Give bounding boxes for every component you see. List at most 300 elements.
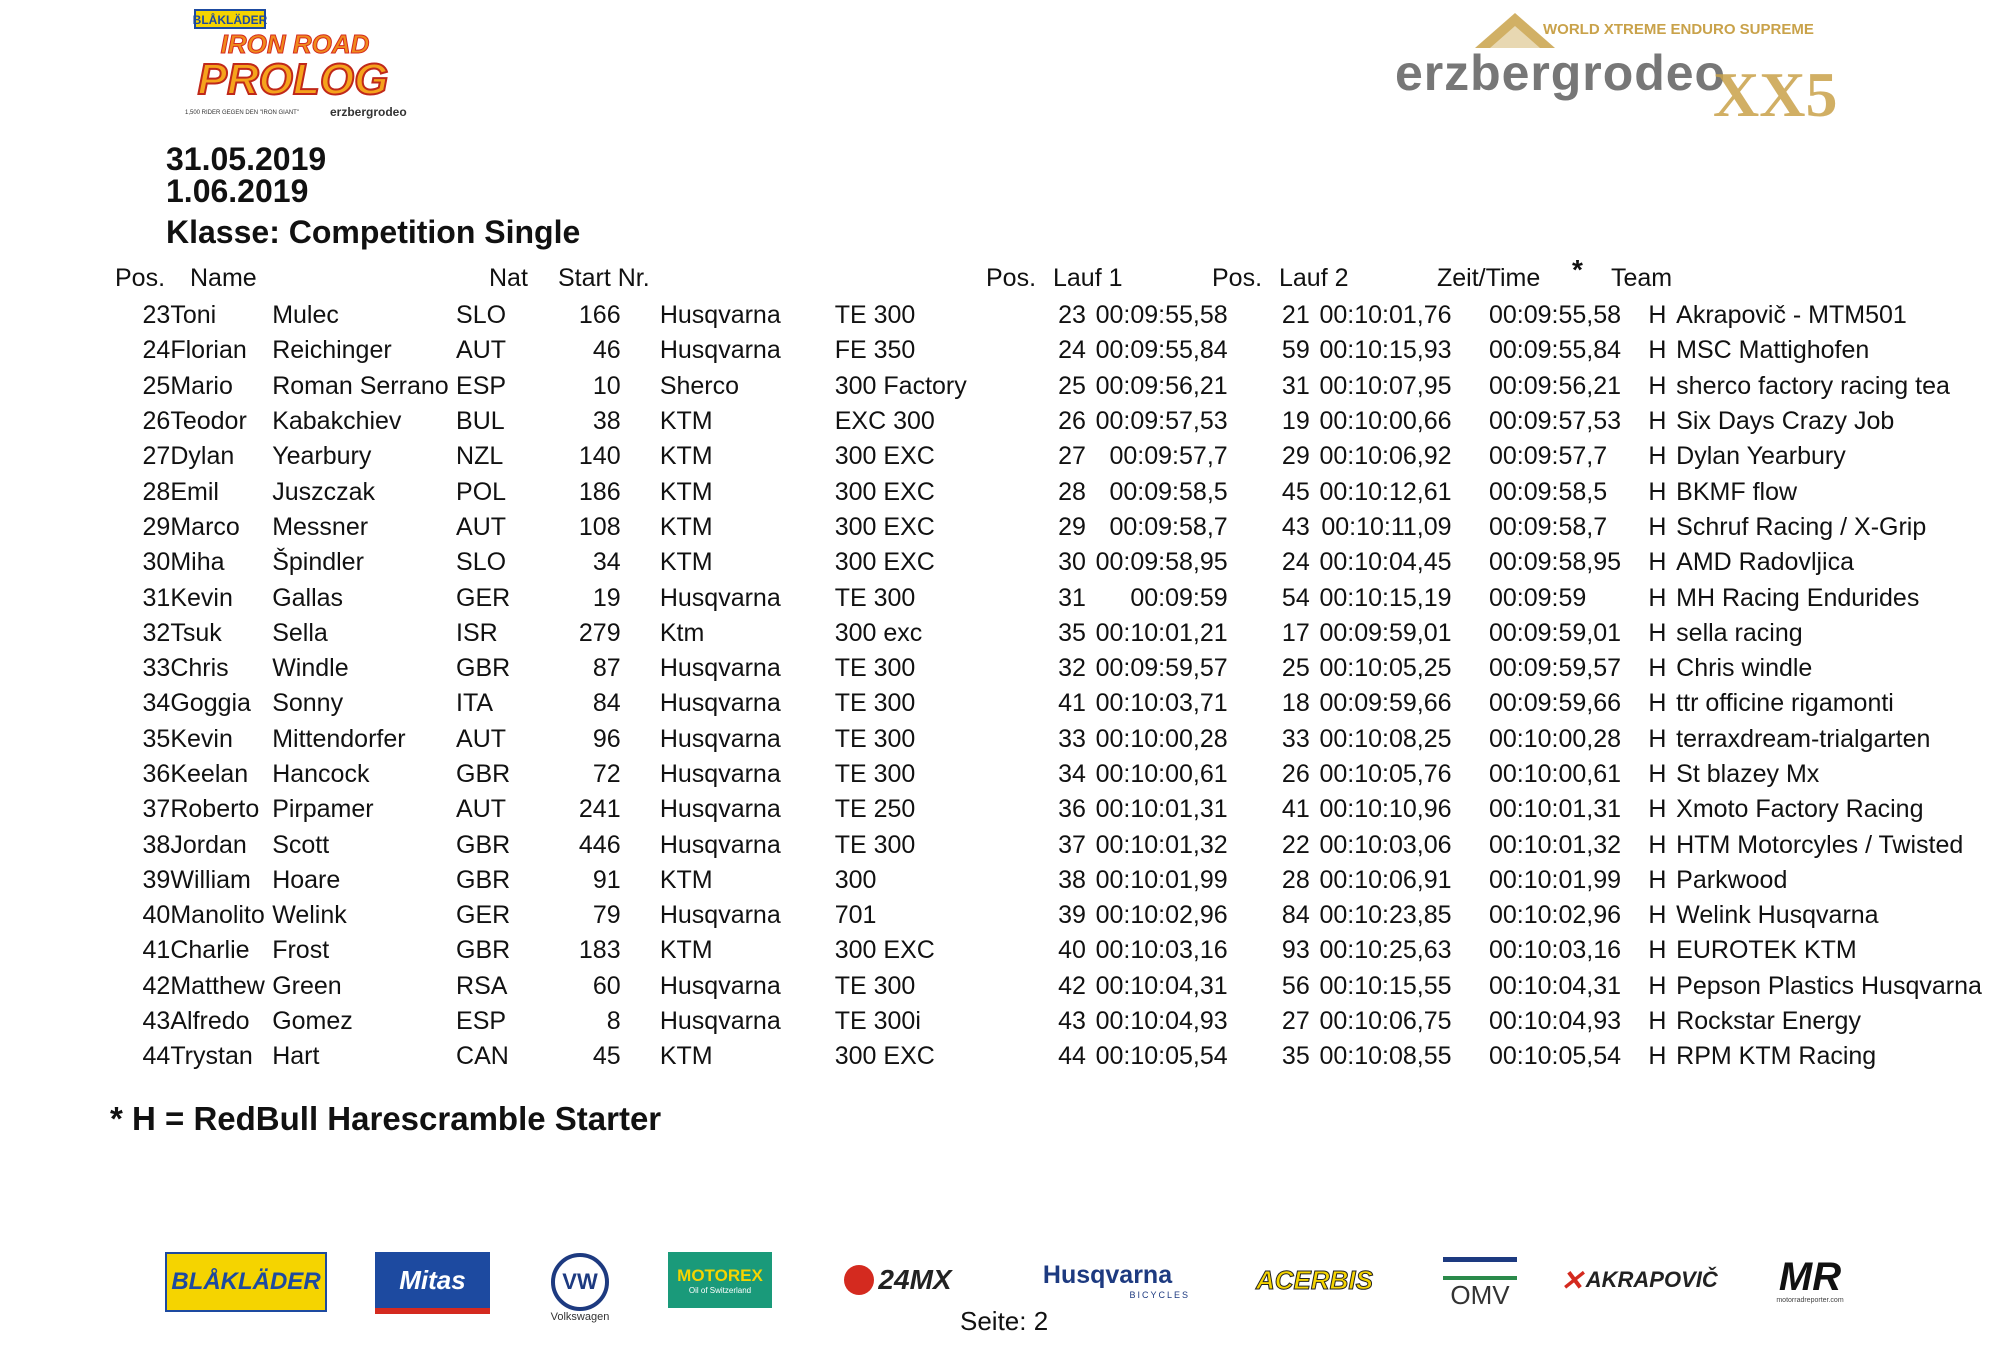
cell-lauf2: 00:09:59,66 [1319, 689, 1452, 718]
cell-lauf2: 00:10:03,06 [1319, 830, 1452, 859]
cell-spacer [1460, 616, 1489, 651]
cell-flag: H [1648, 901, 1667, 930]
cell-pos2: 19 [1281, 407, 1310, 436]
table-row [110, 827, 1996, 862]
cell-lauf1: 00:09:58,7 [1109, 512, 1228, 541]
cell-zeit: 00:10:04,93 [1488, 1007, 1622, 1036]
class-title: Klasse: Competition Single [166, 214, 581, 250]
cell-last: Gomez [272, 1007, 353, 1036]
cell-nat: GBR [456, 830, 511, 859]
cell-team: Welink Husqvarna [1676, 901, 1879, 930]
cell-spacer [1460, 545, 1489, 580]
cell-flag: H [1648, 1042, 1667, 1071]
cell-spacer [621, 369, 660, 404]
cell-nat: POL [456, 477, 507, 506]
cell-zeit: 00:10:01,99 [1488, 865, 1622, 894]
cell-pos: 40 [142, 901, 171, 930]
cell-spacer [621, 510, 660, 545]
cell-spacer [1460, 1039, 1489, 1074]
cell-spacer [621, 1004, 660, 1039]
cell-flag: H [1648, 371, 1667, 400]
table-row [110, 686, 1996, 721]
cell-make: Sherco [659, 371, 740, 400]
cell-start: 446 [578, 830, 621, 859]
cell-first: Kevin [170, 583, 233, 612]
cell-pos2: 84 [1281, 901, 1310, 930]
cell-spacer [1460, 757, 1489, 792]
cell-lauf1: 00:09:55,84 [1095, 336, 1228, 365]
cell-nat: AUT [456, 724, 507, 753]
cell-nat: CAN [456, 1042, 509, 1071]
cell-model: TE 300 [834, 583, 916, 612]
cell-pos2: 33 [1281, 724, 1310, 753]
table-row [110, 545, 1996, 580]
svg-text:erzbergrodeo: erzbergrodeo [330, 105, 407, 119]
cell-make: Husqvarna [659, 901, 781, 930]
cell-make: KTM [659, 865, 713, 894]
svg-text:PROLOG: PROLOG [197, 55, 389, 104]
cell-lauf2: 00:10:11,09 [1321, 512, 1452, 541]
cell-team: Akrapovič - MTM501 [1676, 301, 1907, 330]
table-row [110, 298, 1996, 333]
cell-team: terraxdream-trialgarten [1676, 724, 1931, 753]
cell-nat: NZL [456, 442, 504, 471]
cell-model: 300 EXC [834, 512, 935, 541]
cell-pos2: 18 [1281, 689, 1310, 718]
cell-lauf2: 00:10:23,85 [1319, 901, 1452, 930]
cell-nat: SLO [456, 548, 507, 577]
sponsor-volkswagen-logo: VW Volkswagen [540, 1248, 620, 1328]
prolog-logo-graphic [165, 8, 425, 120]
cell-pos: 39 [142, 865, 171, 894]
svg-text:IRON ROAD: IRON ROAD [220, 29, 370, 59]
cell-lauf1: 00:10:03,16 [1095, 936, 1228, 965]
cell-pos1: 41 [1058, 689, 1086, 718]
cell-zeit: 00:09:56,21 [1488, 371, 1622, 400]
cell-last: Windle [272, 654, 349, 683]
col-pos-lauf1: Pos. [986, 264, 1037, 292]
cell-team: MH Racing Endurides [1676, 583, 1920, 612]
cell-spacer [1460, 969, 1489, 1004]
cell-nat: AUT [456, 336, 507, 365]
footnote: * H = RedBull Harescramble Starter [110, 1100, 662, 1137]
cell-flag: H [1648, 336, 1667, 365]
sponsor-motorex-logo: MOTOREX Oil of Switzerland [668, 1252, 772, 1308]
iron-road-prolog-logo [165, 8, 425, 120]
cell-start: 38 [592, 407, 621, 436]
cell-pos: 29 [142, 512, 171, 541]
cell-lauf2: 00:10:15,93 [1319, 336, 1452, 365]
cell-flag: H [1648, 830, 1667, 859]
cell-zeit: 00:09:57,53 [1488, 407, 1622, 436]
cell-nat: GBR [456, 654, 511, 683]
cell-last: Pirpamer [272, 795, 374, 824]
cell-spacer [621, 827, 660, 862]
table-row [110, 651, 1996, 686]
cell-pos1: 27 [1058, 442, 1086, 471]
cell-spacer [621, 545, 660, 580]
cell-last: Sonny [272, 689, 344, 718]
cell-zeit: 00:09:59 [1488, 583, 1587, 612]
cell-last: Welink [272, 901, 347, 930]
cell-lauf2: 00:10:00,66 [1319, 407, 1452, 436]
cell-pos1: 35 [1058, 618, 1086, 647]
cell-team: ttr officine rigamonti [1676, 689, 1894, 718]
cell-nat: GBR [456, 936, 511, 965]
cell-start: 79 [592, 901, 621, 930]
cell-nat: GBR [456, 865, 511, 894]
cell-pos: 38 [142, 830, 171, 859]
cell-flag: H [1648, 654, 1667, 683]
cell-make: KTM [659, 548, 713, 577]
cell-pos1: 26 [1058, 407, 1086, 436]
cell-spacer [1460, 1004, 1489, 1039]
cell-lauf2: 00:10:01,76 [1319, 301, 1452, 330]
cell-start: 84 [592, 689, 621, 718]
cell-lauf2: 00:10:06,75 [1319, 1007, 1452, 1036]
cell-spacer [1460, 369, 1489, 404]
cell-team: Parkwood [1676, 865, 1788, 894]
cell-lauf2: 00:10:05,76 [1319, 760, 1452, 788]
cell-lauf1: 00:10:04,31 [1095, 971, 1228, 1000]
cell-nat: GER [456, 583, 511, 612]
sponsor-24mx-logo: 24MX [822, 1252, 974, 1308]
table-row [110, 792, 1996, 827]
cell-lauf1: 00:09:57,53 [1095, 407, 1228, 436]
cell-spacer [621, 757, 660, 792]
cell-start: 241 [578, 795, 621, 824]
cell-model: 701 [834, 901, 877, 930]
cell-model: TE 300 [834, 301, 916, 330]
cell-pos2: 93 [1281, 936, 1310, 965]
cell-first: Goggia [170, 689, 251, 718]
cell-team: Chris windle [1676, 654, 1813, 683]
cell-pos2: 31 [1281, 371, 1310, 400]
cell-start: 45 [592, 1042, 621, 1071]
cell-zeit: 00:10:01,31 [1488, 795, 1622, 824]
sponsor-mitas-logo: Mitas [375, 1252, 490, 1314]
cell-team: sella racing [1676, 618, 1803, 647]
cell-nat: ESP [456, 1007, 507, 1036]
cell-lauf1: 00:10:00,28 [1095, 724, 1228, 753]
cell-flag: H [1648, 760, 1667, 788]
cell-pos1: 30 [1058, 548, 1086, 577]
cell-make: Husqvarna [659, 301, 781, 330]
cell-model: TE 300i [834, 1007, 921, 1036]
col-team: Team [1611, 264, 1673, 292]
cell-pos: 30 [142, 548, 171, 577]
cell-start: 60 [592, 971, 621, 1000]
cell-pos: 41 [142, 936, 171, 965]
cell-team: Xmoto Factory Racing [1676, 795, 1924, 824]
svg-text:1,500 RIDER GEGEN DEN "IRON GI: 1,500 RIDER GEGEN DEN "IRON GIANT" [185, 110, 299, 116]
cell-pos1: 36 [1058, 795, 1086, 824]
cell-zeit: 00:09:58,7 [1488, 512, 1608, 541]
cell-flag: H [1648, 795, 1667, 824]
cell-pos1: 33 [1058, 724, 1086, 753]
cell-pos: 23 [142, 301, 171, 330]
cell-last: Sella [272, 618, 328, 647]
cell-start: 186 [578, 477, 621, 506]
sponsor-blaklader-logo: BLÅKLÄDER [165, 1252, 327, 1312]
cell-first: Marco [170, 512, 240, 541]
cell-pos: 27 [142, 442, 171, 471]
cell-model: 300 EXC [834, 1042, 935, 1071]
cell-first: William [170, 865, 251, 894]
cell-pos2: 25 [1281, 654, 1310, 683]
cell-team: Pepson Plastics Husqvarna [1676, 971, 1982, 1000]
cell-lauf1: 00:09:57,7 [1109, 442, 1228, 471]
cell-pos1: 25 [1058, 371, 1086, 400]
cell-lauf1: 00:10:01,21 [1095, 618, 1228, 647]
cell-spacer [621, 616, 660, 651]
sponsor-husqvarna-logo: Husqvarna BICYCLES [1042, 1260, 1190, 1300]
24mx-badge-icon [844, 1265, 874, 1295]
cell-last: Gallas [272, 583, 344, 612]
cell-pos1: 29 [1058, 512, 1086, 541]
table-row [110, 369, 1996, 404]
cell-zeit: 00:09:59,01 [1488, 618, 1622, 647]
cell-lauf2: 00:10:08,55 [1319, 1042, 1452, 1071]
cell-spacer [1460, 404, 1489, 439]
svg-text:BLÅKLÄDER: BLÅKLÄDER [192, 13, 268, 27]
table-row [110, 722, 1996, 757]
cell-nat: GER [456, 901, 511, 930]
cell-pos: 28 [142, 477, 171, 506]
table-row [110, 969, 1996, 1004]
cell-pos1: 39 [1058, 901, 1086, 930]
cell-spacer [621, 792, 660, 827]
cell-spacer [621, 969, 660, 1004]
table-row [110, 439, 1996, 474]
cell-last: Messner [272, 512, 369, 541]
cell-first: Florian [170, 336, 247, 365]
cell-lauf1: 00:10:01,99 [1095, 865, 1228, 894]
table-row [110, 404, 1996, 439]
col-nat: Nat [489, 264, 528, 292]
cell-lauf1: 00:09:59 [1130, 583, 1228, 612]
cell-team: Six Days Crazy Job [1676, 407, 1895, 436]
cell-pos: 34 [142, 689, 171, 718]
cell-pos: 24 [142, 336, 171, 365]
cell-model: TE 300 [834, 724, 916, 753]
cell-model: TE 300 [834, 971, 916, 1000]
cell-flag: H [1648, 865, 1667, 894]
cell-zeit: 00:09:55,58 [1488, 301, 1622, 330]
cell-start: 108 [578, 512, 621, 541]
cell-pos1: 43 [1058, 1007, 1086, 1036]
cell-make: Ktm [659, 618, 705, 647]
cell-start: 140 [578, 442, 621, 471]
cell-pos2: 27 [1281, 1007, 1310, 1036]
sponsor-akrapovic-logo: ✕ AKRAPOVIČ [1560, 1264, 1718, 1296]
cell-pos2: 35 [1281, 1042, 1310, 1071]
col-name: Name [190, 264, 257, 292]
cell-lauf1: 00:09:55,58 [1095, 301, 1228, 330]
vw-roundel-icon: VW [551, 1253, 609, 1311]
cell-first: Miha [170, 548, 225, 577]
cell-last: Mittendorfer [272, 724, 406, 753]
cell-pos2: 43 [1281, 512, 1310, 541]
cell-nat: GBR [456, 760, 511, 788]
cell-first: Tsuk [170, 618, 222, 647]
cell-spacer [621, 898, 660, 933]
cell-spacer [1460, 580, 1489, 615]
cell-pos: 31 [142, 583, 171, 612]
cell-start: 91 [592, 865, 621, 894]
cell-spacer [621, 333, 660, 368]
cell-model: 300 EXC [834, 548, 935, 577]
cell-pos1: 40 [1058, 936, 1086, 965]
cell-nat: AUT [456, 512, 507, 541]
cell-pos2: 59 [1281, 336, 1310, 365]
col-star: * [1572, 254, 1583, 285]
cell-team: Dylan Yearbury [1676, 442, 1846, 471]
col-lauf1: Lauf 1 [1053, 264, 1123, 292]
sponsor-omv-logo: OMV [1440, 1256, 1520, 1312]
cell-first: Kevin [170, 724, 233, 753]
cell-pos2: 56 [1281, 971, 1310, 1000]
cell-flag: H [1648, 548, 1667, 577]
cell-make: Husqvarna [659, 1007, 781, 1036]
cell-pos2: 28 [1281, 865, 1310, 894]
cell-first: Mario [170, 371, 233, 400]
cell-team: EUROTEK KTM [1676, 936, 1857, 965]
table-row [110, 1039, 1996, 1074]
cell-last: Mulec [272, 301, 339, 330]
cell-spacer [621, 439, 660, 474]
cell-flag: H [1648, 724, 1667, 753]
cell-flag: H [1648, 618, 1667, 647]
cell-spacer [1460, 898, 1489, 933]
cell-nat: ITA [456, 689, 494, 718]
sponsor-acerbis-logo: ACERBIS [1255, 1264, 1373, 1295]
cell-pos2: 26 [1281, 760, 1310, 788]
cell-pos1: 24 [1058, 336, 1086, 365]
cell-model: 300 exc [834, 618, 923, 647]
date-line-1: 31.05.2019 [166, 141, 327, 177]
cell-team: HTM Motorcyles / Twisted [1676, 830, 1964, 859]
cell-team: sherco factory racing tea [1676, 371, 1950, 400]
cell-pos1: 42 [1058, 971, 1086, 1000]
cell-pos1: 38 [1058, 865, 1086, 894]
cell-zeit: 00:09:58,5 [1488, 477, 1608, 506]
cell-first: Charlie [170, 936, 250, 965]
cell-last: Hoare [272, 865, 341, 894]
cell-model: EXC 300 [834, 407, 935, 436]
akrapovic-scorpion-icon: ✕ [1560, 1264, 1584, 1296]
cell-pos: 43 [142, 1007, 171, 1036]
table-row [110, 933, 1996, 968]
cell-lauf2: 00:10:05,25 [1319, 654, 1452, 683]
cell-flag: H [1648, 583, 1667, 612]
cell-make: Husqvarna [659, 654, 781, 683]
cell-make: Husqvarna [659, 760, 781, 788]
col-lauf2: Lauf 2 [1279, 264, 1349, 292]
cell-pos1: 37 [1058, 830, 1086, 859]
cell-pos: 44 [142, 1042, 171, 1071]
cell-spacer [621, 298, 660, 333]
cell-start: 10 [592, 371, 621, 400]
cell-make: KTM [659, 407, 713, 436]
cell-pos: 37 [142, 795, 171, 824]
cell-spacer [1460, 298, 1489, 333]
cell-make: Husqvarna [659, 689, 781, 718]
cell-pos1: 44 [1058, 1042, 1086, 1071]
cell-lauf2: 00:10:04,45 [1319, 548, 1452, 577]
cell-nat: RSA [456, 971, 508, 1000]
cell-flag: H [1648, 407, 1667, 436]
cell-model: 300 EXC [834, 936, 935, 965]
cell-zeit: 00:10:00,28 [1488, 724, 1622, 753]
cell-pos: 42 [142, 971, 171, 1000]
cell-first: Jordan [170, 830, 247, 859]
cell-zeit: 00:10:01,32 [1488, 830, 1622, 859]
cell-first: Matthew [170, 971, 265, 1000]
cell-first: Roberto [170, 795, 260, 824]
cell-lauf2: 00:10:06,92 [1319, 442, 1452, 471]
cell-start: 19 [592, 583, 621, 612]
col-pos-lauf2: Pos. [1212, 264, 1263, 292]
cell-team: AMD Radovljica [1676, 548, 1855, 577]
cell-spacer [1460, 333, 1489, 368]
cell-pos2: 54 [1281, 583, 1310, 612]
cell-zeit: 00:10:05,54 [1488, 1042, 1622, 1071]
cell-pos2: 29 [1281, 442, 1310, 471]
col-zeit-time: Zeit/Time [1437, 264, 1541, 292]
cell-lauf1: 00:09:58,5 [1109, 477, 1228, 506]
omv-waves-icon [1443, 1257, 1517, 1280]
cell-zeit: 00:09:55,84 [1488, 336, 1622, 365]
cell-last: Reichinger [272, 336, 392, 365]
cell-model: TE 300 [834, 760, 916, 788]
svg-text:erzbergrodeo: erzbergrodeo [1395, 45, 1725, 101]
cell-nat: AUT [456, 795, 507, 824]
cell-flag: H [1648, 936, 1667, 965]
cell-model: TE 300 [834, 830, 916, 859]
cell-model: TE 250 [834, 795, 916, 824]
cell-lauf1: 00:09:56,21 [1095, 371, 1228, 400]
cell-flag: H [1648, 1007, 1667, 1036]
svg-text:WORLD XTREME ENDURO SUPREME: WORLD XTREME ENDURO SUPREME [1543, 21, 1814, 38]
cell-lauf1: 00:10:02,96 [1095, 901, 1228, 930]
results-table [110, 298, 1996, 1075]
col-start-nr: Start Nr. [558, 264, 650, 292]
cell-team: St blazey Mx [1676, 760, 1820, 788]
cell-zeit: 00:09:59,57 [1488, 654, 1622, 683]
cell-first: Teodor [170, 407, 247, 436]
cell-pos2: 22 [1281, 830, 1310, 859]
cell-spacer [1460, 792, 1489, 827]
cell-make: Husqvarna [659, 724, 781, 753]
cell-lauf2: 00:09:59,01 [1319, 618, 1452, 647]
cell-make: KTM [659, 1042, 713, 1071]
cell-spacer [1460, 933, 1489, 968]
sponsor-motorradreporter-logo: MR motorradreporter.com [1776, 1254, 1844, 1304]
cell-pos1: 31 [1058, 583, 1086, 612]
table-row [110, 757, 1996, 792]
cell-zeit: 00:09:59,66 [1488, 689, 1622, 718]
cell-first: Trystan [170, 1042, 253, 1071]
cell-pos: 32 [142, 618, 171, 647]
cell-nat: BUL [456, 407, 505, 436]
cell-last: Yearbury [272, 442, 372, 471]
cell-start: 34 [592, 548, 621, 577]
cell-model: TE 300 [834, 654, 916, 683]
table-row [110, 616, 1996, 651]
cell-lauf1: 00:10:03,71 [1095, 689, 1228, 718]
cell-pos2: 45 [1281, 477, 1310, 506]
